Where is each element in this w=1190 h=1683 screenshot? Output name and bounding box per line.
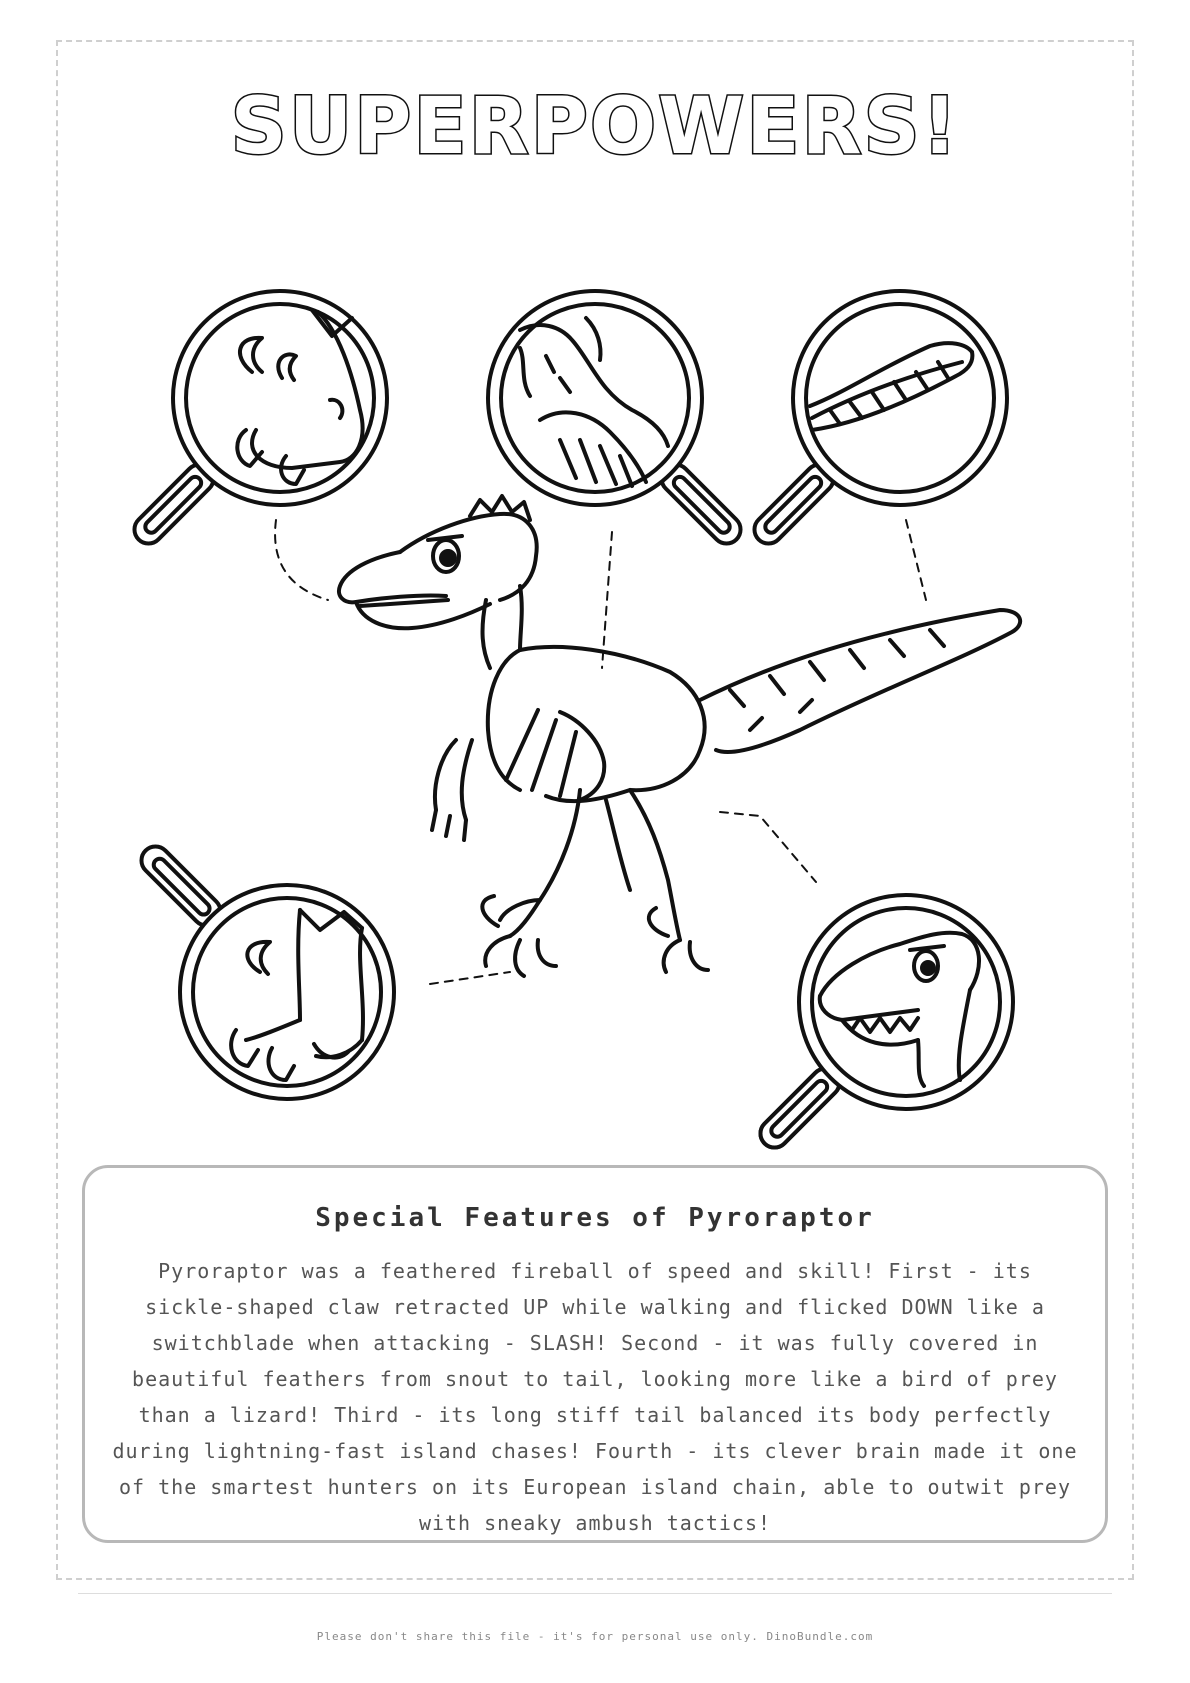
footer-divider xyxy=(78,1593,1112,1594)
page-title: SUPERPOWERS! xyxy=(230,82,960,172)
head-magnifier-icon xyxy=(755,895,1013,1153)
claw-magnifier-icon xyxy=(129,291,387,549)
footer-notice: Please don't share this file - it's for personal use only. DinoBundle.com xyxy=(316,1630,874,1643)
info-title: Special Features of Pyroraptor xyxy=(315,1203,875,1233)
info-body: Pyroraptor was a feathered fireball of speed and skill! First - its sickle-shaped claw retracted UP while walking and flicked DOWN like a switchblade when attacking - SLASH! Second - it was fully covered in beautiful feathers from snout to tail, looking more like a bird of prey than a lizard! Third - its long stiff tail balanced its body perfectly during lightning-fast island chases! Fourth - its clever brain made it one of the smartest hunters on its European island chain, able to outwit prey with sneaky ambush tactics! xyxy=(112,1259,1078,1535)
tail-feather-magnifier-icon xyxy=(749,291,1007,549)
foot-magnifier-icon xyxy=(136,841,394,1099)
